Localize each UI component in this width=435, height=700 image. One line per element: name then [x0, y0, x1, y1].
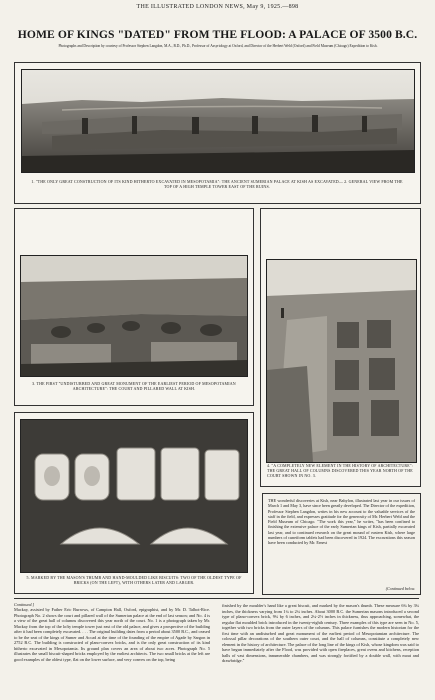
palace-panorama-image [22, 70, 414, 172]
caption-figure-3: 3. THE FIRST "UNDISTURBED AND GREAT MONUMENT OF THE EARLIEST PERIOD OF MESOPOTAMIAN ARCHITECTURE": THE COURT AND PILLARED WALL AT KISH. [32, 381, 236, 392]
body-column-2: finished by the moulder's hand like a great biscuit, and marked by the mason's thumb. These measure 6¾ by 3¾ inches, the thickness varying from 1¼ to 2¼ inches. About 3000 B.C. the Sumerian masons introduced a second type of plano-convex brick, 9¾ by 6 inches, and 2¼-2½ inches in thickness, thus approaching, somewhat, the regular flat moulded brick introduced in the twenty-eighth century. Three examples of this type are seen in No. 5, together with two bricks from the outer layers of the columns. This palace furnishes the modern historian for the first time with an undisturbed and great monument of the earliest period of Mesopotamian architecture. The colossal pillar decorations of the southern outer court, and the hall of columns, constitute a completely new element in the history of architecture. The palace of the long line of the kings of Kish, whose kingdom was said to have begun immediately after the Flood, was provided with open fireplaces, great ovens and kitchens, reception halls of vast dimensions, innumerable chambers, and was strongly fortified by a double wall, with moat and drawbridge." [222, 603, 419, 663]
intro-text: THE wonderful discoveries at Kish, near Babylon, illustrated last year in our issues of March 1 and May 3, have since been greatly developed. The Director of the expedition, Professor Stephen Langdon, writes in his new account to the valuable services of the staff in the field, and expresses gratitude for the generosity of Mr. Herbert Weld and the Field Museum of Chicago. "The work this year," he writes, "has been confined to finishing the extensive palace of the early Sumerian kings of Kish, partially excavated last year, and to continued research on the great mound of eastern Kish, where large numbers of cuneiform tablets had been discovered in 1924. The excavations this season have been conducted by Mr. Ernest [268, 498, 415, 546]
figure-4-frame [260, 208, 421, 487]
photo-hall-of-columns [266, 259, 417, 463]
figure-1-frame [14, 62, 421, 204]
caption-figure-1-2: 1. "THE ONLY GREAT CONSTRUCTION OF ITS KIND HITHERTO EXCAVATED IN MESOPOTAMIA": THE ANCIENT SUMERIAN PALACE AT KISH AS EXCAVATED— 2. GENERAL VIEW FROM THE TOP OF A HIGH TEMPLE TOWER EAST OF THE RUINS. [31, 179, 403, 190]
intro-article-box [262, 493, 421, 595]
court-pillared-wall-image [21, 256, 247, 376]
caption-figure-4: 4. "A COMPLETELY NEW ELEMENT IN THE HISTORY OF ARCHITECTURE": THE GREAT HALL OF COLUMNS DISCOVERED THIS YEAR NORTH OF THE COURT SHOWN IN NO. 3. [267, 463, 413, 479]
photo-bricks [20, 419, 248, 573]
photo-palace-panorama [21, 69, 415, 173]
figure-5-frame [14, 412, 254, 594]
hall-of-columns-image [267, 260, 416, 462]
section-rule [14, 598, 419, 599]
figure-3-frame [14, 208, 254, 406]
body-column-1: Mackay, assisted by Father Eric Burrows, of Campion Hall, Oxford, epigraphist, and by Mr. D. Talbot-Rice. Photograph No. 2 shows the court and pillared wall of the Sumerian palace at the end of last season; and No. 4 is a view of the great hall of columns discovered this year north of the court. No. 1 is a photograph taken by Mr. Mackay from the top of the lofty temple tower just east of the old palace, and gives a prospective of the building after it had been completely excavated. . . . The original building dates from a period about 3500 B.C., and ceased to be the seat of the kings of Sumer and Accad at the time of the founding of the empire of Agade by Sargon in 2752 B.C. The building is constructed of plano-convex bricks, and is the only great construction of its kind hitherto excavated in Mesopotamia. Its ground plan covers an area of about two acres. Photograph No. 5 illustrates the small biscuit-shaped bricks employed by the earliest architects. The two small bricks at the left are good examples of the oldest type, flat on the lower surface, and very convex on the top, being [14, 607, 210, 662]
photo-court-pillared-wall [20, 255, 248, 377]
headline: HOME OF KINGS "DATED" FROM THE FLOOD: A PALACE OF 3500 B.C. [17, 28, 418, 41]
caption-figure-5: 5. MARKED BY THE MASON'S THUMB AND HAND-MOULDED LIKE BISCUITS: TWO OF THE OLDEST TYPE OF BRICKS (ON THE LEFT), WITH OTHERS LATER AND LARGER. [26, 575, 242, 586]
continued-head: Continued.] [14, 602, 35, 607]
photo-credit: Photographs and Description by courtesy of Professor Stephen Langdon, M.A., B.D., Ph.D., Professor of Assyriology at Oxford, and Director of the Herbert Weld (Oxford) and Field Museum (Chicago) Expedition to Kish. [58, 44, 378, 48]
masthead: THE ILLUSTRATED LONDON NEWS, May 9, 1925.—898 [136, 4, 299, 10]
continued-label: (Continued below. [385, 586, 415, 592]
bricks-image [21, 420, 247, 572]
